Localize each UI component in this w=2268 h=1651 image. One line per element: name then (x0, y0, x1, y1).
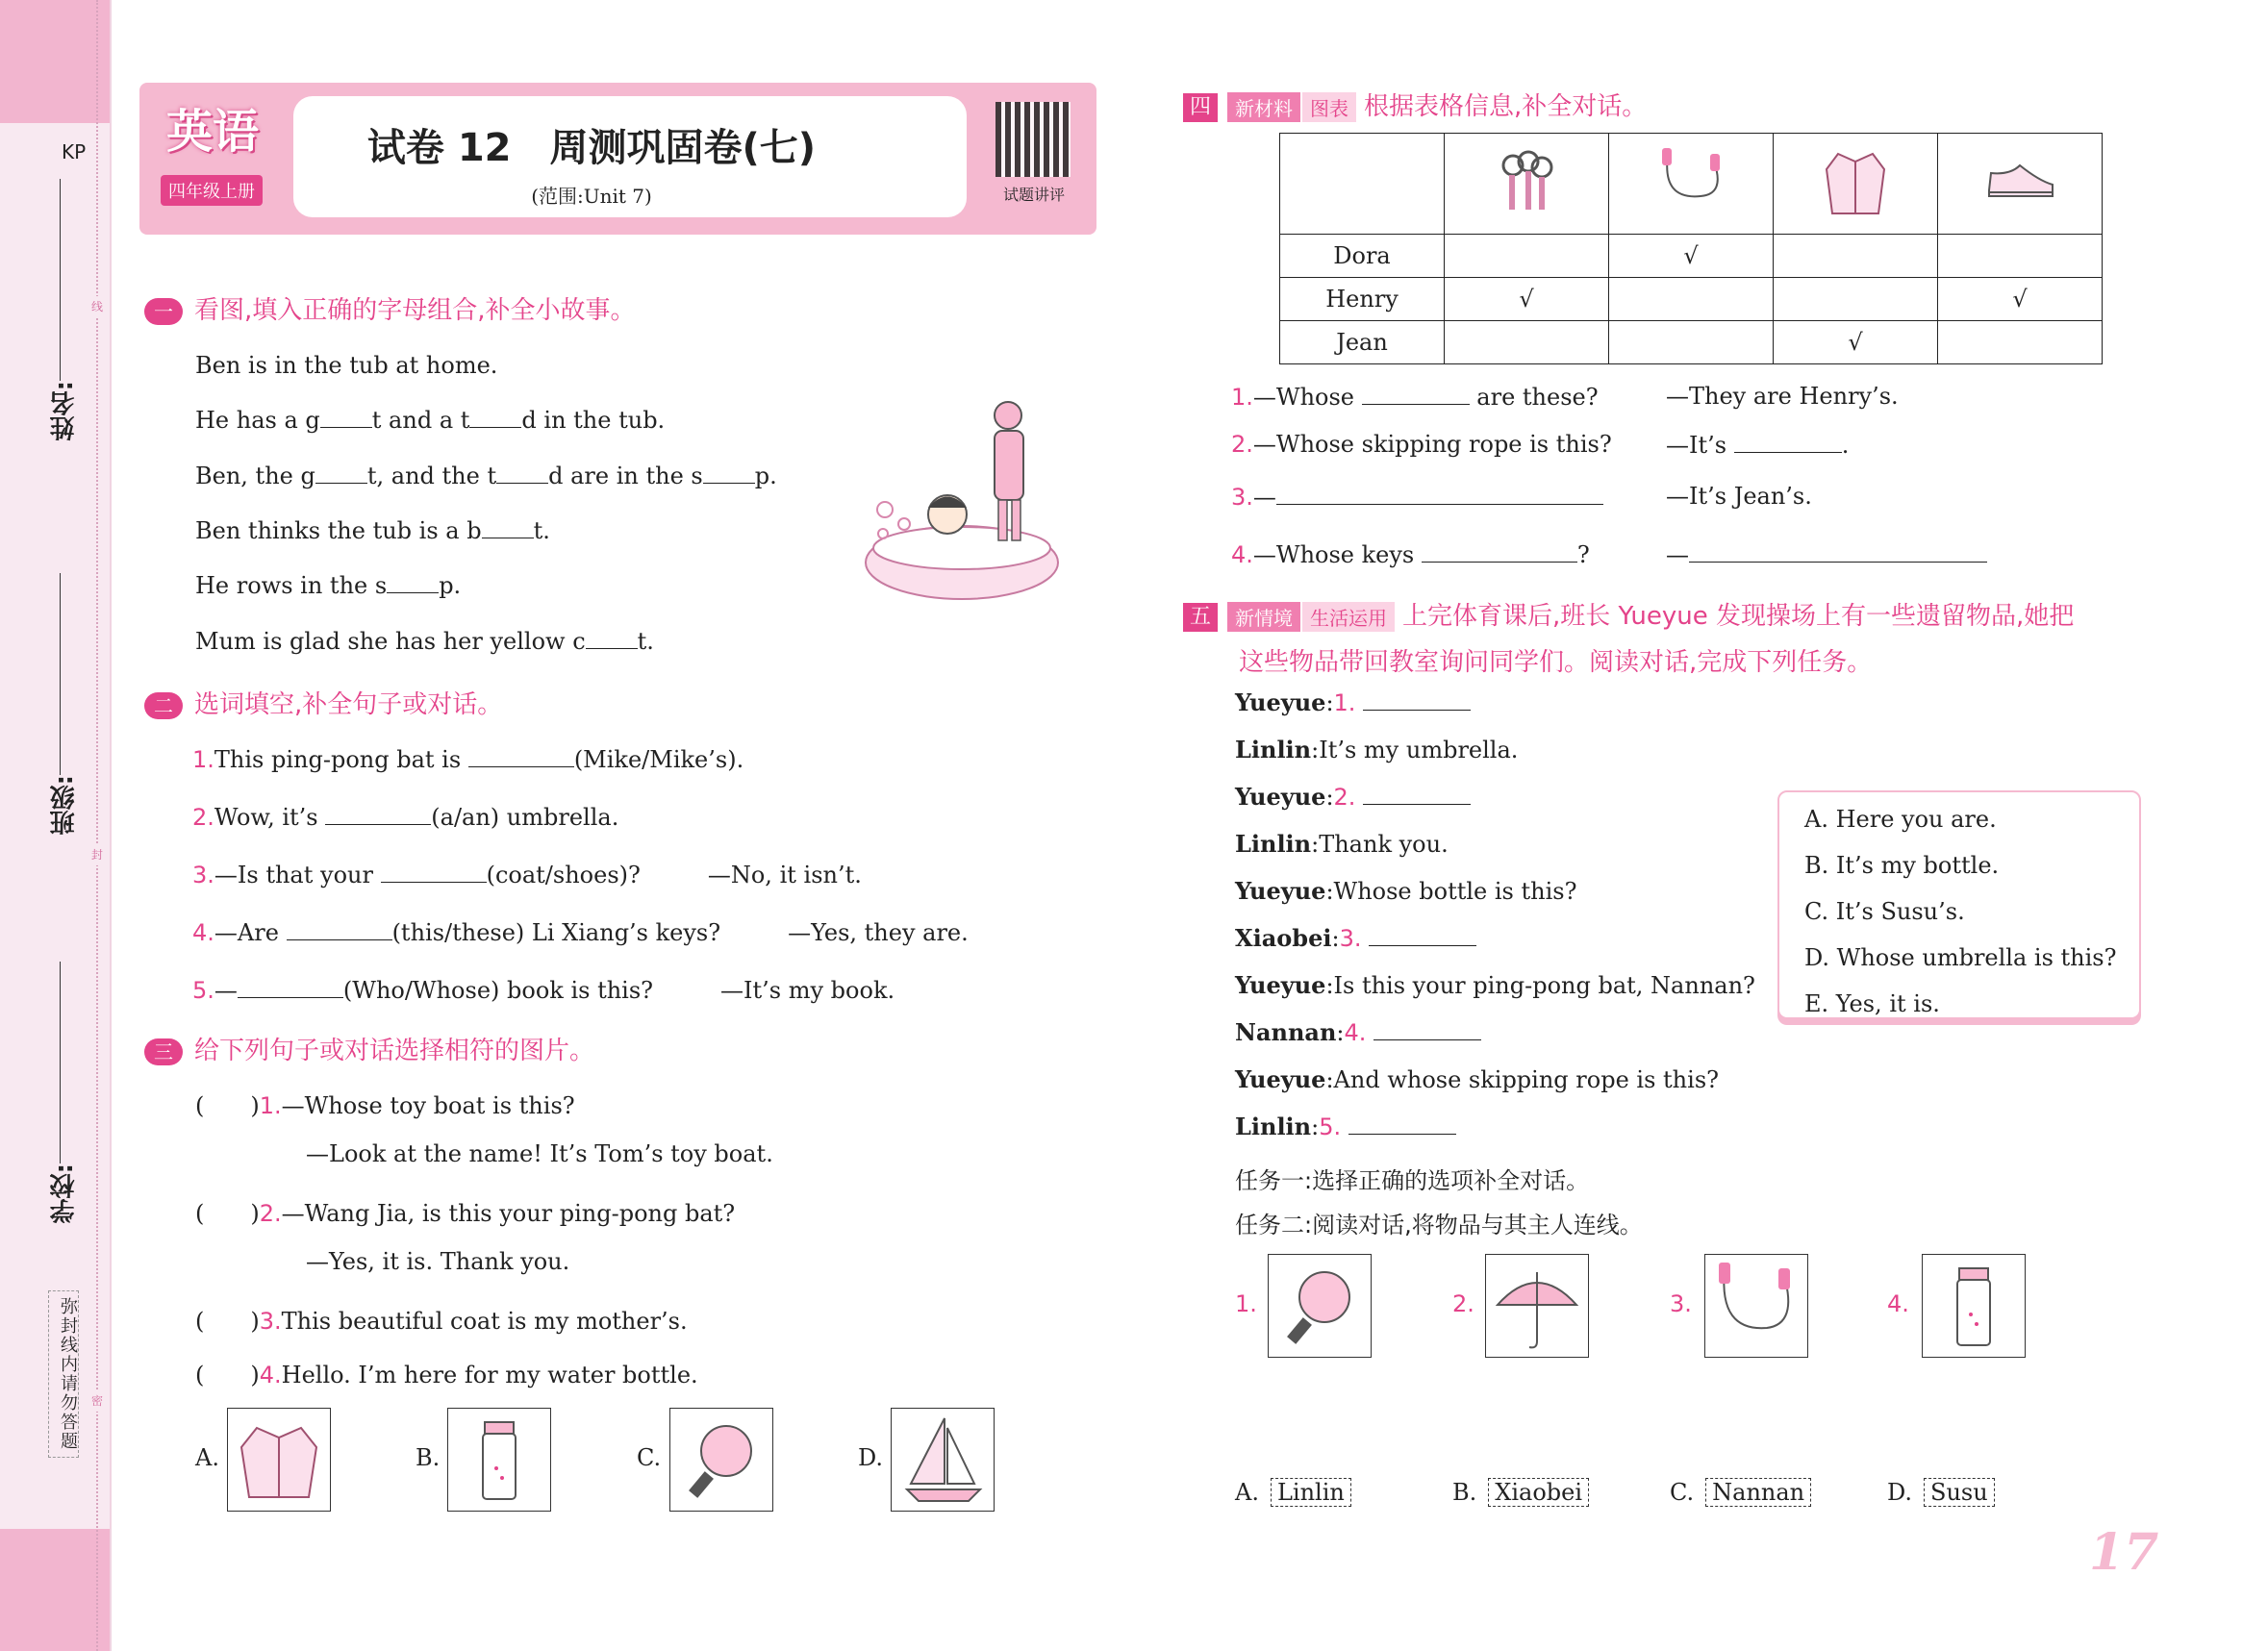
choice-label-b: B. (416, 1444, 441, 1471)
seal-mark-3: 密 (87, 1390, 108, 1412)
section-2-title: 选词填空,补全句子或对话。 (194, 690, 503, 719)
section-3-heading (144, 1031, 594, 1066)
dialog-q-4: 4.—Whose keys ? (1231, 541, 1590, 568)
option-d: D. Whose umbrella is this? (1804, 944, 2117, 971)
seal-mark-1: 线 (87, 296, 108, 317)
skipping-rope-icon[interactable] (1704, 1254, 1808, 1358)
section-5-heading (1183, 596, 2074, 632)
sailboat-icon (891, 1408, 995, 1512)
umbrella-icon[interactable] (1485, 1254, 1589, 1358)
fill-item-1: 1.This ping-pong bat is (Mike/Mike’s). (192, 746, 744, 773)
letter-blank[interactable] (586, 627, 638, 649)
tag-chart: 图表 (1302, 92, 1356, 122)
section-4-title: 根据表格信息,补全对话。 (1364, 92, 1648, 121)
match-item-2: ( )2.—Wang Jia, is this your ping-pong bat? (195, 1200, 736, 1227)
story-line-2: He has a g t and a t d in the tub. (195, 407, 666, 434)
letter-blank[interactable] (482, 516, 534, 538)
tag-new-context: 新情境 (1227, 602, 1300, 632)
option-e: E. Yes, it is. (1804, 990, 1940, 1017)
story-line-3: Ben, the g t, and the t d are in the s p. (195, 463, 777, 489)
answer-blank[interactable] (287, 918, 392, 940)
task-1: 任务一:选择正确的选项补全对话。 (1235, 1167, 1590, 1194)
table-row: Jean √ (1280, 321, 2103, 364)
ping-pong-bat-icon[interactable] (1268, 1254, 1372, 1358)
fill-item-4: 4.—Are (this/these) Li Xiang’s keys? —Yes, they are. (192, 919, 969, 946)
answer-blank[interactable] (468, 745, 574, 767)
section-1-title: 看图,填入正确的字母组合,补全小故事。 (194, 296, 636, 325)
answer-blank[interactable] (1363, 688, 1471, 711)
class-label: 班级: (50, 775, 79, 836)
answer-blank[interactable] (1362, 383, 1470, 405)
letter-blank[interactable] (469, 406, 521, 428)
name-line[interactable] (60, 179, 61, 381)
choice-label-a: A. (195, 1444, 219, 1471)
match-item-1-reply: —Look at the name! It’s Tom’s toy boat. (306, 1140, 773, 1167)
options-box (1777, 790, 2141, 1019)
dialog-line: Yueyue:And whose skipping rope is this? (1235, 1065, 1719, 1093)
dialog-line: Linlin:Thank you. (1235, 830, 1449, 858)
name-label: 姓名: (50, 381, 79, 441)
answer-paren[interactable]: ( ) (195, 1092, 260, 1119)
task-2: 任务二:阅读对话,将物品与其主人连线。 (1235, 1212, 1643, 1238)
answer-blank[interactable] (325, 803, 431, 825)
letter-blank[interactable] (496, 462, 548, 484)
section-4-badge: 四 (1183, 93, 1218, 122)
answer-paren[interactable]: ( ) (195, 1362, 260, 1388)
story-line-1: Ben is in the tub at home. (195, 352, 498, 379)
section-5-badge: 五 (1183, 603, 1218, 632)
letter-blank[interactable] (315, 462, 367, 484)
ping-pong-bat-icon (669, 1408, 773, 1512)
water-bottle-icon (447, 1408, 551, 1512)
section-1-heading (144, 290, 636, 326)
section-2-badge: 二 (144, 692, 183, 719)
strip-top-block (0, 0, 110, 123)
grade-badge: 四年级上册 (161, 175, 263, 206)
option-a: A. Here you are. (1804, 806, 1997, 833)
section-4-heading (1183, 87, 1647, 122)
paper-title: 试卷 12 周测巩固卷(七) (366, 126, 817, 170)
answer-blank[interactable] (238, 976, 343, 998)
dialog-a-4: — (1666, 540, 1987, 568)
owner-b[interactable]: B. Xiaobei (1452, 1478, 1589, 1507)
section-5-title-2: 这些物品带回教室询问同学们。阅读对话,完成下列任务。 (1239, 648, 1873, 677)
dialog-q-3: 3.— (1231, 483, 1603, 511)
dialog-line: Yueyue:2. (1235, 783, 1471, 811)
subject-title: 英语 (166, 105, 260, 159)
school-label: 学校: (50, 1163, 79, 1224)
dialog-q-1: 1.—Whose are these? (1231, 384, 1599, 411)
keys-icon (1445, 134, 1609, 235)
section-3-badge: 三 (144, 1038, 183, 1065)
dialog-a-1: —They are Henry’s. (1666, 383, 1899, 410)
answer-blank[interactable] (1422, 540, 1577, 563)
title-panel (293, 96, 967, 217)
item-number-4: 4. (1887, 1290, 1909, 1317)
dialog-line: Xiaobei:3. (1235, 924, 1476, 952)
choice-label-c: C. (637, 1444, 662, 1471)
no-answer-warning: 弥封线内请勿答题 (48, 1290, 79, 1458)
answer-blank[interactable] (381, 861, 487, 883)
owner-d[interactable]: D. Susu (1887, 1478, 1995, 1507)
answer-paren[interactable]: ( ) (195, 1200, 260, 1227)
dialog-a-2: —It’s . (1666, 432, 1850, 459)
qr-caption: 试题讲评 (1002, 186, 1065, 204)
seal-mark-2: 封 (87, 844, 108, 865)
dialog-q-2: 2.—Whose skipping rope is this? (1231, 431, 1612, 458)
answer-blank[interactable] (1689, 540, 1987, 563)
story-line-4: Ben thinks the tub is a b t. (195, 517, 550, 544)
story-line-5: He rows in the s p. (195, 572, 462, 599)
section-1-badge: 一 (144, 298, 183, 325)
table-corner (1280, 134, 1445, 235)
match-item-2-reply: —Yes, it is. Thank you. (306, 1248, 570, 1275)
match-item-1: ( )1.—Whose toy boat is this? (195, 1092, 575, 1119)
dialog-line: Yueyue:Is this your ping-pong bat, Nannan? (1235, 971, 1755, 999)
section-5-title-1: 上完体育课后,班长 Yueyue 发现操场上有一些遗留物品,她把 (1402, 602, 2075, 631)
answer-paren[interactable]: ( ) (195, 1308, 260, 1335)
ownership-table (1279, 133, 2103, 364)
dialog-line: Linlin:5. (1235, 1113, 1456, 1140)
strip-bottom-block (0, 1529, 110, 1651)
answer-blank[interactable] (1369, 924, 1476, 946)
table-row: Dora √ (1280, 235, 2103, 278)
tag-life-use: 生活运用 (1302, 602, 1395, 632)
answer-blank[interactable] (1363, 783, 1471, 805)
table-row: Henry √ √ (1280, 278, 2103, 321)
owner-a[interactable]: A. Linlin (1235, 1478, 1351, 1507)
match-item-4: ( )4.Hello. I’m here for my water bottle. (195, 1362, 698, 1388)
fill-item-2: 2.Wow, it’s (a/an) umbrella. (192, 804, 619, 831)
option-c: C. It’s Susu’s. (1804, 898, 1965, 925)
bath-illustration (856, 394, 1087, 615)
shoes-icon (1938, 134, 2103, 235)
option-b: B. It’s my bottle. (1804, 852, 2000, 879)
fill-item-3: 3.—Is that your (coat/shoes)? —No, it isn’t. (192, 862, 862, 888)
page-number: 17 (2089, 1523, 2159, 1582)
item-number-3: 3. (1670, 1290, 1692, 1317)
dialog-line: Yueyue:Whose bottle is this? (1235, 877, 1577, 905)
item-number-1: 1. (1235, 1290, 1257, 1317)
answer-blank[interactable] (1276, 483, 1603, 505)
dialog-line: Linlin:It’s my umbrella. (1235, 736, 1519, 763)
section-3-title: 给下列句子或对话选择相符的图片。 (194, 1037, 595, 1065)
choice-label-d: D. (858, 1444, 884, 1471)
coat-icon (1774, 134, 1938, 235)
paper-header (139, 83, 1096, 235)
dialog-line: Nannan:4. (1235, 1018, 1481, 1046)
letter-blank[interactable] (320, 406, 372, 428)
binding-strip (0, 0, 112, 1651)
skipping-rope-icon (1609, 134, 1774, 235)
answer-blank[interactable] (1734, 431, 1842, 453)
qr-code-icon[interactable] (995, 102, 1071, 177)
class-line[interactable] (60, 573, 61, 775)
letter-blank[interactable] (703, 462, 755, 484)
dialog-line: Yueyue:1. (1235, 688, 1471, 716)
dialog-a-3: —It’s Jean’s. (1666, 483, 1812, 510)
coat-icon (227, 1408, 331, 1512)
fill-item-5: 5.— (Who/Whose) book is this? —It’s my book. (192, 977, 895, 1004)
match-item-3: ( )3.This beautiful coat is my mother’s. (195, 1308, 688, 1335)
water-bottle-icon[interactable] (1922, 1254, 2026, 1358)
letter-blank[interactable] (387, 571, 439, 593)
binding-code: KP (62, 140, 87, 163)
tag-new-material: 新材料 (1227, 92, 1300, 122)
paper-range: (范围:Unit 7) (531, 185, 652, 208)
answer-blank[interactable] (1348, 1113, 1456, 1135)
answer-blank[interactable] (1373, 1018, 1481, 1040)
school-line[interactable] (60, 962, 61, 1163)
section-2-heading (144, 685, 502, 720)
item-number-2: 2. (1452, 1290, 1474, 1317)
owner-c[interactable]: C. Nannan (1670, 1478, 1811, 1507)
story-line-6: Mum is glad she has her yellow c t. (195, 628, 654, 655)
